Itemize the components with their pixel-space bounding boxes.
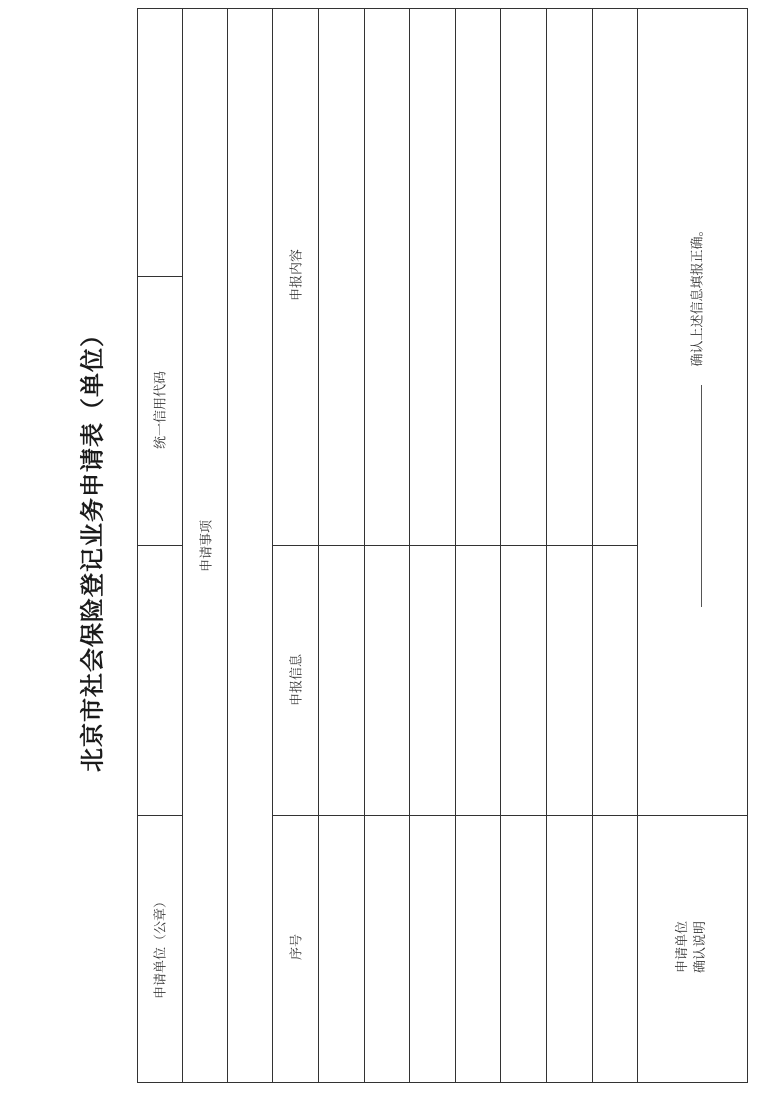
table-border-bottom: [137, 1082, 747, 1083]
row-divider: [137, 815, 182, 816]
confirm-label-line: 申请单位: [675, 920, 690, 974]
confirm-statement: 确认上述信息填报正确。: [690, 223, 706, 367]
row-divider: [272, 545, 638, 546]
serial-number-label: 序号: [289, 933, 305, 961]
row-divider: [272, 815, 747, 816]
row-divider: [137, 545, 182, 546]
column-divider: [227, 8, 228, 1083]
table-border-top: [137, 8, 747, 9]
applicant-unit-label: 申请单位（公章）: [153, 894, 169, 1000]
signature-blank-line[interactable]: [701, 385, 702, 607]
row-divider: [137, 276, 182, 277]
application-item-label: 申请事项: [199, 519, 215, 573]
confirm-label-line: 确认说明: [693, 920, 708, 974]
report-content-label: 申报内容: [289, 248, 305, 302]
column-divider: [182, 8, 183, 1083]
form-title: 北京市社会保险登记业务申请表（单位）: [78, 322, 107, 772]
credit-code-label: 统一信用代码: [153, 370, 169, 450]
table-border-right: [747, 8, 748, 1083]
applicant-confirm-label: [674, 921, 710, 973]
report-info-label: 申报信息: [289, 653, 305, 707]
